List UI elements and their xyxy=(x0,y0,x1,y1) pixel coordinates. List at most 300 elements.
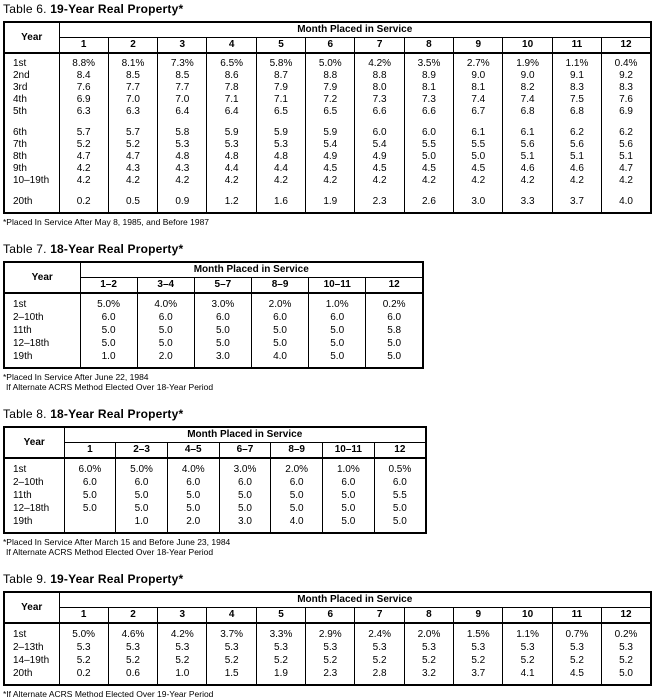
row-label-cell: 1st xyxy=(13,58,27,69)
month-number-cell: 11 xyxy=(552,37,601,53)
value-cell: 4.6% xyxy=(108,623,157,641)
month-number-cell: 12 xyxy=(602,607,651,623)
value-cell: 6.0 xyxy=(271,476,323,489)
month-number-cell: 8–9 xyxy=(251,277,308,293)
value-cell: 5.9 xyxy=(207,127,256,139)
value-cell: 4.2 xyxy=(454,175,503,187)
row-label-cell: 2–13th xyxy=(13,642,44,653)
month-number-cell: 2 xyxy=(108,607,157,623)
row-label-cell: 8th xyxy=(13,151,27,162)
month-number-cell: 5 xyxy=(256,607,305,623)
value-cell: 4.5 xyxy=(355,163,404,175)
value-cell: 6.2 xyxy=(602,127,651,139)
value-cell: 5.5 xyxy=(374,489,426,502)
table-6-footnotes xyxy=(3,217,653,227)
value-cell: 5.3 xyxy=(454,641,503,654)
value-cell: 1.0 xyxy=(80,350,137,368)
value-cell: 4.5 xyxy=(552,667,601,685)
value-cell: 5.2 xyxy=(256,654,305,667)
value-cell: 4.2 xyxy=(59,163,108,175)
value-cell: 4.5 xyxy=(404,163,453,175)
value-cell: 5.0 xyxy=(167,502,219,515)
value-cell: 3.0% xyxy=(219,458,271,476)
value-cell: 0.2% xyxy=(602,623,651,641)
value-cell: 4.8 xyxy=(256,151,305,163)
month-number-cell: 1 xyxy=(59,37,108,53)
value-cell xyxy=(454,187,503,196)
value-cell: 4.1 xyxy=(503,667,552,685)
data-row xyxy=(4,82,651,94)
value-cell: 3.0 xyxy=(454,196,503,213)
value-cell: 5.0 xyxy=(251,324,308,337)
month-number-cell: 10 xyxy=(503,37,552,53)
data-row xyxy=(4,94,651,106)
month-number-cell: 1 xyxy=(64,442,116,458)
value-cell: 5.4 xyxy=(306,139,355,151)
value-cell: 4.3 xyxy=(108,163,157,175)
month-number-cell: 9 xyxy=(454,37,503,53)
data-row xyxy=(4,667,651,685)
row-label-cell xyxy=(4,118,59,127)
value-cell: 5.0 xyxy=(366,337,423,350)
value-cell: 7.9 xyxy=(306,82,355,94)
year-header-cell: Year xyxy=(4,427,64,458)
value-cell: 4.2 xyxy=(207,175,256,187)
value-cell: 4.7 xyxy=(108,151,157,163)
value-cell: 4.2 xyxy=(503,175,552,187)
month-number-cell: 11 xyxy=(552,607,601,623)
value-cell: 5.2 xyxy=(108,654,157,667)
value-cell: 4.2 xyxy=(552,175,601,187)
data-row xyxy=(4,641,651,654)
value-cell: 8.6 xyxy=(207,70,256,82)
table-6 xyxy=(3,21,652,214)
value-cell: 5.8% xyxy=(256,53,305,70)
value-cell: 3.7 xyxy=(552,196,601,213)
value-cell: 5.3 xyxy=(602,641,651,654)
value-cell: 1.2 xyxy=(207,196,256,213)
value-cell: 8.9 xyxy=(404,70,453,82)
month-number-cell: 12 xyxy=(602,37,651,53)
table-8-container xyxy=(3,426,653,534)
header-row-month-span xyxy=(4,262,423,277)
value-cell: 5.1 xyxy=(503,151,552,163)
value-cell: 6.0 xyxy=(404,127,453,139)
value-cell: 5.0 xyxy=(323,489,375,502)
value-cell: 5.0 xyxy=(167,489,219,502)
row-label-cell: 12–18th xyxy=(13,503,50,514)
value-cell: 5.3 xyxy=(503,641,552,654)
row-label-cell: 7th xyxy=(13,139,27,150)
row-label-cell: 11th xyxy=(13,490,32,501)
value-cell: 5.6 xyxy=(602,139,651,151)
value-cell xyxy=(602,118,651,127)
month-number-cell: 10 xyxy=(503,607,552,623)
value-cell: 5.0 xyxy=(137,337,194,350)
value-cell: 6.3 xyxy=(108,106,157,118)
value-cell: 6.0 xyxy=(167,476,219,489)
value-cell: 6.0 xyxy=(355,127,404,139)
month-number-cell: 8 xyxy=(404,37,453,53)
value-cell: 5.0 xyxy=(366,350,423,368)
value-cell: 0.2 xyxy=(59,667,108,685)
value-cell: 8.0 xyxy=(355,82,404,94)
row-label-cell: 19th xyxy=(13,351,33,362)
row-label-cell: 10–19th xyxy=(13,175,50,186)
value-cell: 5.3 xyxy=(404,641,453,654)
value-cell: 6.1 xyxy=(454,127,503,139)
value-cell: 0.4% xyxy=(602,53,651,70)
value-cell: 5.0 xyxy=(309,350,366,368)
value-cell: 8.7 xyxy=(256,70,305,82)
month-number-cell: 4 xyxy=(207,607,256,623)
value-cell: 5.3 xyxy=(552,641,601,654)
table-title-main: 19-Year Real Property* xyxy=(50,2,184,16)
value-cell: 5.3 xyxy=(158,641,207,654)
value-cell: 2.0% xyxy=(251,293,308,311)
value-cell: 6.0 xyxy=(64,476,116,489)
month-number-cell: 7 xyxy=(355,37,404,53)
table-footnote: *Placed In Service After March 15 and Before June 23, 1984 xyxy=(3,537,231,547)
value-cell: 5.0 xyxy=(374,515,426,533)
value-cell: 5.0 xyxy=(251,337,308,350)
row-label-cell: 14–19th xyxy=(13,655,50,666)
value-cell: 5.0% xyxy=(116,458,168,476)
value-cell: 8.5 xyxy=(158,70,207,82)
table-footnote: If Alternate ACRS Method Elected Over 18-Year Period xyxy=(6,382,214,392)
value-cell: 3.5% xyxy=(404,53,453,70)
value-cell: 9.0 xyxy=(454,70,503,82)
value-cell: 2.0% xyxy=(271,458,323,476)
value-cell xyxy=(207,187,256,196)
table-title xyxy=(3,573,653,586)
value-cell: 3.0 xyxy=(219,515,271,533)
value-cell: 4.7 xyxy=(602,163,651,175)
month-number-cell: 8–9 xyxy=(271,442,323,458)
value-cell: 5.0% xyxy=(80,293,137,311)
value-cell: 5.0 xyxy=(80,337,137,350)
value-cell: 5.0 xyxy=(219,502,271,515)
value-cell: 4.8 xyxy=(158,151,207,163)
value-cell: 1.9 xyxy=(256,667,305,685)
value-cell: 5.4 xyxy=(355,139,404,151)
value-cell: 9.1 xyxy=(552,70,601,82)
value-cell xyxy=(207,118,256,127)
value-cell xyxy=(59,187,108,196)
data-row xyxy=(4,515,426,533)
month-number-cell: 10–11 xyxy=(309,277,366,293)
month-number-cell: 4 xyxy=(207,37,256,53)
value-cell: 5.3 xyxy=(256,641,305,654)
row-label-cell: 12–18th xyxy=(13,338,50,349)
value-cell: 4.2 xyxy=(158,175,207,187)
value-cell: 5.0 xyxy=(602,667,651,685)
month-number-cell: 12 xyxy=(374,442,426,458)
value-cell: 2.8 xyxy=(355,667,404,685)
value-cell: 1.6 xyxy=(256,196,305,213)
value-cell: 5.2 xyxy=(552,654,601,667)
value-cell: 5.5 xyxy=(454,139,503,151)
month-number-cell: 3–4 xyxy=(137,277,194,293)
value-cell: 1.0% xyxy=(323,458,375,476)
value-cell xyxy=(108,118,157,127)
value-cell: 7.1 xyxy=(256,94,305,106)
value-cell: 5.3 xyxy=(207,139,256,151)
value-cell: 6.6 xyxy=(355,106,404,118)
header-row-month-numbers xyxy=(4,607,651,623)
value-cell: 7.3 xyxy=(404,94,453,106)
value-cell: 6.6 xyxy=(404,106,453,118)
group-gap-row xyxy=(4,118,651,127)
value-cell: 8.1 xyxy=(404,82,453,94)
value-cell: 5.9 xyxy=(306,127,355,139)
value-cell: 6.8 xyxy=(503,106,552,118)
value-cell: 4.4 xyxy=(256,163,305,175)
value-cell: 3.7 xyxy=(454,667,503,685)
value-cell: 7.3% xyxy=(158,53,207,70)
month-number-cell: 12 xyxy=(366,277,423,293)
value-cell xyxy=(503,187,552,196)
value-cell: 5.0 xyxy=(271,489,323,502)
year-header-cell: Year xyxy=(4,22,59,53)
table-8-section xyxy=(3,408,653,557)
table-footnote: *Placed In Service After May 8, 1985, and Before 1987 xyxy=(3,217,210,227)
row-label-cell: 20th xyxy=(13,668,33,679)
value-cell xyxy=(404,118,453,127)
value-cell: 5.6 xyxy=(552,139,601,151)
value-cell xyxy=(108,187,157,196)
document-page xyxy=(3,3,653,699)
value-cell: 6.0% xyxy=(64,458,116,476)
value-cell xyxy=(64,515,116,533)
value-cell: 4.8 xyxy=(207,151,256,163)
value-cell: 7.0 xyxy=(158,94,207,106)
value-cell: 2.4% xyxy=(355,623,404,641)
value-cell: 5.5 xyxy=(404,139,453,151)
value-cell: 5.2 xyxy=(59,139,108,151)
value-cell: 6.0 xyxy=(80,311,137,324)
value-cell: 3.7% xyxy=(207,623,256,641)
value-cell: 5.2 xyxy=(108,139,157,151)
value-cell: 4.9 xyxy=(306,151,355,163)
month-number-cell: 3 xyxy=(158,607,207,623)
value-cell: 4.5 xyxy=(454,163,503,175)
value-cell xyxy=(552,118,601,127)
row-label-cell: 1st xyxy=(13,464,27,475)
value-cell: 3.0% xyxy=(194,293,251,311)
value-cell: 8.4 xyxy=(59,70,108,82)
value-cell: 5.2 xyxy=(404,654,453,667)
value-cell: 8.8 xyxy=(355,70,404,82)
value-cell: 7.6 xyxy=(59,82,108,94)
value-cell: 5.3 xyxy=(158,139,207,151)
data-row xyxy=(4,175,651,187)
data-row xyxy=(4,127,651,139)
value-cell: 4.0 xyxy=(271,515,323,533)
value-cell: 2.7% xyxy=(454,53,503,70)
value-cell: 6.7 xyxy=(454,106,503,118)
data-row xyxy=(4,350,423,368)
data-row xyxy=(4,324,423,337)
value-cell: 1.9% xyxy=(503,53,552,70)
value-cell: 6.0 xyxy=(219,476,271,489)
value-cell: 4.3 xyxy=(158,163,207,175)
table-title-main: 18-Year Real Property* xyxy=(50,242,184,256)
value-cell: 8.3 xyxy=(552,82,601,94)
value-cell: 4.2% xyxy=(158,623,207,641)
value-cell: 3.2 xyxy=(404,667,453,685)
row-label-cell: 5th xyxy=(13,106,27,117)
row-label-cell: 2nd xyxy=(13,70,30,81)
value-cell: 5.1 xyxy=(552,151,601,163)
value-cell: 5.0 xyxy=(64,502,116,515)
value-cell: 4.7 xyxy=(59,151,108,163)
header-row-month-span xyxy=(4,427,426,442)
table-title xyxy=(3,408,653,421)
value-cell: 4.6 xyxy=(552,163,601,175)
value-cell: 5.8 xyxy=(158,127,207,139)
month-number-cell: 5–7 xyxy=(194,277,251,293)
value-cell: 4.5 xyxy=(306,163,355,175)
table-8 xyxy=(3,426,427,534)
value-cell: 5.0 xyxy=(309,337,366,350)
value-cell: 4.2 xyxy=(404,175,453,187)
header-row-month-numbers xyxy=(4,442,426,458)
value-cell xyxy=(355,187,404,196)
value-cell: 7.7 xyxy=(158,82,207,94)
value-cell: 7.4 xyxy=(454,94,503,106)
value-cell: 6.0 xyxy=(251,311,308,324)
value-cell: 5.2 xyxy=(454,654,503,667)
value-cell: 5.2 xyxy=(306,654,355,667)
row-label-cell: 6th xyxy=(13,127,27,138)
table-footnote: *Placed In Service After June 22, 1984 xyxy=(3,372,149,382)
data-row xyxy=(4,53,651,70)
value-cell: 2.3 xyxy=(306,667,355,685)
value-cell: 0.9 xyxy=(158,196,207,213)
value-cell: 4.0 xyxy=(602,196,651,213)
data-row xyxy=(4,311,423,324)
value-cell: 4.0% xyxy=(167,458,219,476)
value-cell: 7.6 xyxy=(602,94,651,106)
row-label-cell: 9th xyxy=(13,163,27,174)
value-cell: 7.4 xyxy=(503,94,552,106)
table-title-prefix: Table 6. xyxy=(3,2,47,16)
value-cell xyxy=(306,118,355,127)
value-cell: 6.1 xyxy=(503,127,552,139)
value-cell: 5.0 xyxy=(271,502,323,515)
value-cell: 9.2 xyxy=(602,70,651,82)
row-label-cell: 19th xyxy=(13,516,33,527)
header-row-month-span xyxy=(4,22,651,37)
month-number-cell: 6–7 xyxy=(219,442,271,458)
table-footnote: If Alternate ACRS Method Elected Over 18-Year Period xyxy=(6,547,214,557)
table-7-section xyxy=(3,243,653,392)
value-cell xyxy=(256,187,305,196)
value-cell: 6.9 xyxy=(602,106,651,118)
table-footnote: *If Alternate ACRS Method Elected Over 19-Year Period xyxy=(3,689,214,699)
value-cell: 5.0 xyxy=(323,502,375,515)
month-number-cell: 6 xyxy=(306,37,355,53)
row-label-cell: 3rd xyxy=(13,82,28,93)
value-cell: 4.2 xyxy=(59,175,108,187)
data-row xyxy=(4,654,651,667)
value-cell: 3.0 xyxy=(194,350,251,368)
value-cell: 0.5% xyxy=(374,458,426,476)
table-title-prefix: Table 7. xyxy=(3,242,47,256)
value-cell: 1.0 xyxy=(158,667,207,685)
value-cell: 5.0 xyxy=(194,337,251,350)
value-cell: 8.8 xyxy=(306,70,355,82)
value-cell: 5.0 xyxy=(116,489,168,502)
value-cell: 5.3 xyxy=(256,139,305,151)
value-cell: 6.0 xyxy=(309,311,366,324)
value-cell xyxy=(404,187,453,196)
month-header-cell: Month Placed in Service xyxy=(59,592,651,607)
value-cell: 7.3 xyxy=(355,94,404,106)
row-label-cell xyxy=(4,187,59,196)
value-cell: 3.3 xyxy=(503,196,552,213)
value-cell: 0.2% xyxy=(366,293,423,311)
value-cell: 6.0 xyxy=(137,311,194,324)
data-row xyxy=(4,502,426,515)
value-cell: 5.8 xyxy=(366,324,423,337)
data-row xyxy=(4,293,423,311)
value-cell: 7.1 xyxy=(207,94,256,106)
data-row xyxy=(4,196,651,213)
value-cell: 0.7% xyxy=(552,623,601,641)
value-cell: 8.5 xyxy=(108,70,157,82)
table-title xyxy=(3,3,653,16)
value-cell: 5.2 xyxy=(59,654,108,667)
value-cell: 5.3 xyxy=(207,641,256,654)
value-cell xyxy=(454,118,503,127)
row-label-cell: 2–10th xyxy=(13,477,44,488)
value-cell: 5.0% xyxy=(59,623,108,641)
value-cell: 5.0 xyxy=(454,151,503,163)
value-cell: 0.6 xyxy=(108,667,157,685)
month-header-cell: Month Placed in Service xyxy=(80,262,423,277)
value-cell: 4.2 xyxy=(306,175,355,187)
value-cell: 5.2 xyxy=(503,654,552,667)
value-cell: 8.1 xyxy=(454,82,503,94)
table-9 xyxy=(3,591,652,686)
value-cell: 0.2 xyxy=(59,196,108,213)
value-cell: 1.1% xyxy=(503,623,552,641)
value-cell: 6.5 xyxy=(256,106,305,118)
value-cell: 5.1 xyxy=(602,151,651,163)
value-cell: 2.0 xyxy=(137,350,194,368)
table-9-container xyxy=(3,591,653,686)
table-title xyxy=(3,243,653,256)
value-cell: 2.6 xyxy=(404,196,453,213)
month-number-cell: 2–3 xyxy=(116,442,168,458)
value-cell: 6.0 xyxy=(116,476,168,489)
month-number-cell: 7 xyxy=(355,607,404,623)
value-cell: 4.2% xyxy=(355,53,404,70)
group-gap-row xyxy=(4,187,651,196)
table-6-section xyxy=(3,3,653,227)
value-cell xyxy=(59,118,108,127)
month-number-cell: 2 xyxy=(108,37,157,53)
data-row xyxy=(4,458,426,476)
row-label-cell: 2–10th xyxy=(13,312,44,323)
data-row xyxy=(4,106,651,118)
value-cell: 5.3 xyxy=(355,641,404,654)
value-cell: 5.7 xyxy=(59,127,108,139)
value-cell: 5.0 xyxy=(219,489,271,502)
value-cell: 2.3 xyxy=(355,196,404,213)
